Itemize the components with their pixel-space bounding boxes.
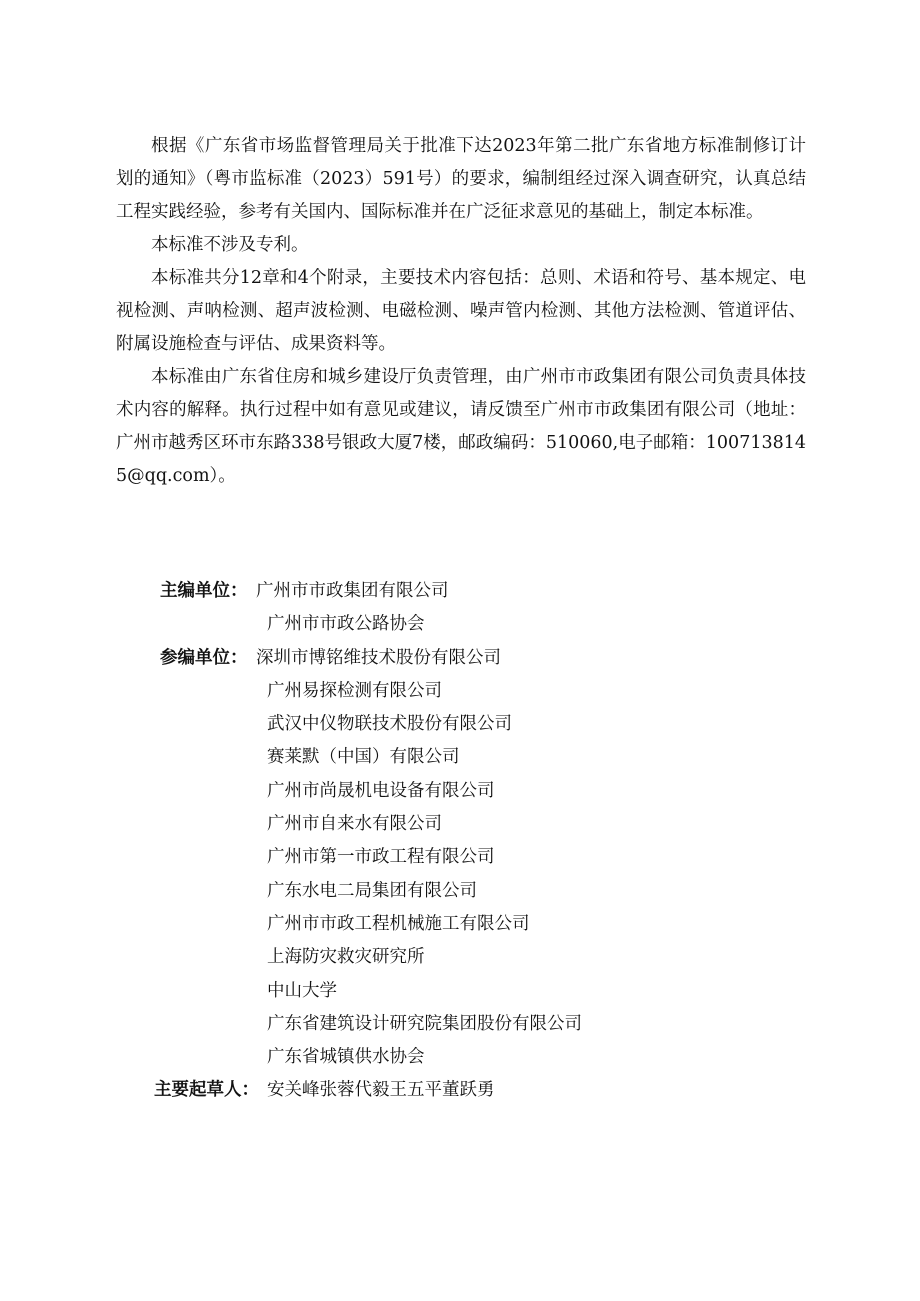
chief-editor-unit: 广州市市政集团有限公司	[256, 581, 449, 601]
participating-unit-row	[116, 908, 806, 941]
participating-unit-row	[116, 1008, 806, 1041]
drafters-names: 安关峰张蓉代毅王五平董跃勇	[267, 1080, 495, 1101]
participating-unit: 广东水电二局集团有限公司	[267, 880, 477, 901]
participating-unit: 广州市市政工程机械施工有限公司	[267, 913, 530, 934]
preface-body	[116, 130, 806, 493]
participating-unit-row	[116, 642, 806, 675]
participating-unit: 赛莱默（中国）有限公司	[267, 747, 460, 768]
participating-unit-row	[116, 875, 806, 908]
preface-paragraph-patent: 本标准不涉及专利。	[151, 235, 309, 255]
participating-unit: 广州市第一市政工程有限公司	[267, 847, 495, 868]
participating-unit: 上海防灾救灾研究所	[267, 947, 425, 968]
participating-unit: 深圳市博铭维技术股份有限公司	[256, 647, 501, 668]
chief-editor-row	[116, 608, 806, 641]
participating-unit-row	[116, 841, 806, 874]
participating-unit: 武汉中仪物联技术股份有限公司	[267, 714, 512, 735]
participating-unit-row	[116, 741, 806, 774]
participating-unit-row	[116, 1041, 806, 1074]
drafters-row	[116, 1074, 806, 1107]
credits-section	[116, 575, 806, 1108]
participating-unit-row	[116, 708, 806, 741]
chief-editor-label: 主编单位：	[160, 581, 248, 601]
chief-editor-unit: 广州市市政公路协会	[267, 614, 425, 635]
participating-unit: 中山大学	[267, 980, 337, 1001]
participating-unit-row	[116, 975, 806, 1008]
preface-paragraph-basis: 根据《广东省市场监督管理局关于批准下达2023年第二批广东省地方标准制修订计划的通知》（粤市监标准（2023）591号）的要求，编制组经过深入调查研究，认真总结工程实践经验，参考有关国内、国际标准并在广泛征求意见的基础上，制定本标准。	[116, 136, 806, 222]
chief-editor-row	[116, 575, 806, 608]
participating-unit: 广州易探检测有限公司	[267, 680, 442, 701]
participating-unit-row	[116, 775, 806, 808]
participating-unit: 广东省城镇供水协会	[267, 1047, 425, 1068]
participating-unit: 广州市自来水有限公司	[267, 814, 442, 835]
drafters-label: 主要起草人：	[154, 1080, 259, 1101]
preface-paragraph-contents: 本标准共分12章和4个附录，主要技术内容包括：总则、术语和符号、基本规定、电视检测、声呐检测、超声波检测、电磁检测、噪声管内检测、其他方法检测、管道评估、附属设施检查与评估、成果资料等。	[116, 268, 806, 354]
participating-unit: 广州市尚晟机电设备有限公司	[267, 780, 495, 801]
preface-paragraph-management: 本标准由广东省住房和城乡建设厅负责管理，由广州市市政集团有限公司负责具体技术内容的解释。执行过程中如有意见或建议，请反馈至广州市市政集团有限公司（地址：广州市越秀区环市东路338号银政大厦7楼，邮政编码：510060,电子邮箱：1007138145@qq.com）。	[116, 367, 806, 486]
participating-unit: 广东省建筑设计研究院集团股份有限公司	[267, 1013, 582, 1034]
participating-unit-row	[116, 808, 806, 841]
participating-unit-row	[116, 941, 806, 974]
participating-unit-label: 参编单位：	[160, 647, 248, 668]
participating-unit-row	[116, 675, 806, 708]
